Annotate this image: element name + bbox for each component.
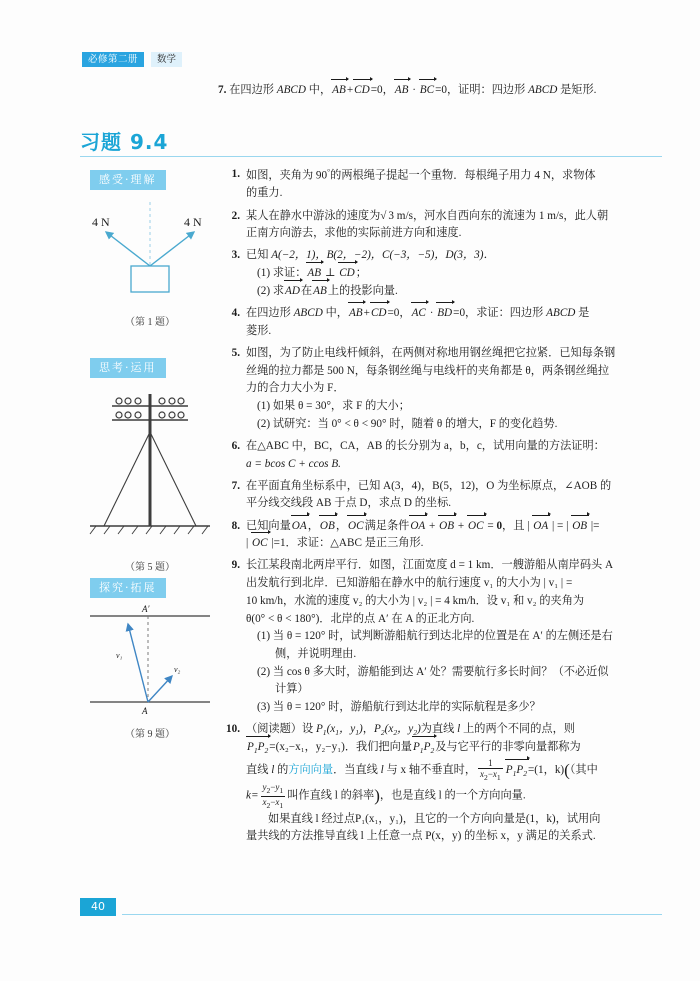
problem-5-text-l2: 丝绳的拉力都是 500 N，每条钢丝绳与电线杆的夹角都是 θ，两条钢丝绳拉 <box>246 364 610 377</box>
vector-bc-1: BC <box>419 82 435 99</box>
problem-10-text-n: ，也是直线 l 的一个方向向量. <box>379 790 526 803</box>
gutter-label-perceive-understand: 感受·理解 <box>90 170 166 190</box>
problem-10-text-b: 为直线 <box>420 723 458 736</box>
problem-9-sub-2 <box>246 664 662 699</box>
problem-3-sub-2-pre: (2) 求 <box>257 284 285 297</box>
figure-1-label-left: 4 N <box>92 215 110 229</box>
problem-9-sub-1 <box>246 628 662 663</box>
problem-3-body <box>246 247 662 300</box>
problem-10-text-k: （其中 <box>569 763 598 776</box>
problem-7-text-l1: 在平面直角坐标系中，已知 A(3，4)，B(5，12)，O 为坐标原点，∠AOB 的 <box>246 479 612 492</box>
header-subject-label: 数学 <box>151 52 182 67</box>
problem-10-line-l-2: l <box>271 763 275 776</box>
open-paren-big: ( <box>564 760 570 780</box>
footer-divider <box>122 914 662 915</box>
figure-5-drawing <box>86 386 214 551</box>
vector-ab-3: AB <box>306 265 322 283</box>
vector-ab-4: AB <box>312 283 328 301</box>
problem-3-text-a: 已知 <box>246 249 272 262</box>
problem-8 <box>218 518 662 553</box>
problem-8-text-a: 已知向量 <box>246 519 291 532</box>
problem-4-text-b: 中， <box>322 307 348 320</box>
figure-9-label-a: A <box>142 706 148 716</box>
vector-ab-2: AB <box>394 82 410 99</box>
gutter-label-inquire-extend: 探究·拓展 <box>90 578 166 598</box>
problem-9-sub-2-line1: (2) 当 cos θ 多大时，游船能到达 A′ 处？需要航行多长时间？（不必近似 <box>257 665 609 678</box>
figure-9-label-a-prime: A′ <box>142 604 150 614</box>
problem-10 <box>218 721 662 846</box>
problem-1-text-a: 如图，夹角为 90 <box>246 169 328 182</box>
problem-4-text-c: =0， <box>387 307 411 320</box>
vector-ad-1: AD <box>284 283 301 301</box>
degree-sign-1: ° <box>327 167 331 176</box>
carryover-dot: · <box>409 84 419 96</box>
problem-3-sub-2 <box>246 283 662 301</box>
vector-cd-1: CD <box>353 82 371 99</box>
problem-4-text-f: 菱形. <box>246 324 272 337</box>
problem-9-sub-3: (3) 当 θ = 120° 时，游船航行到达北岸的实际航程是多少？ <box>257 700 541 713</box>
vector-ob-2: OB <box>438 518 455 536</box>
problem-10-text-d: =(x₂−x₁，y₂−y₁)．我们把向量 <box>269 741 412 754</box>
problem-9 <box>218 557 662 716</box>
problem-4-quad-1: ABCD <box>293 307 323 320</box>
problem-10-text-e: 及与它平行的非零向量都称为 <box>435 741 581 754</box>
problem-8-number: 8. <box>231 519 240 532</box>
fraction-slope-k: $\frac{y_2-y_1}{x_2-x_1}$ <box>262 782 284 810</box>
problem-2-number: 2. <box>231 209 240 222</box>
problem-10-term-direction-vector: 方向向量 <box>288 763 334 776</box>
problem-10-line-l-3: l <box>380 763 384 776</box>
problem-10-text-a: （阅读题）设 <box>246 723 316 736</box>
figure-1-label-right: 4 N <box>184 215 202 229</box>
problem-10-line-l-1: l <box>457 723 461 736</box>
problem-3-coordinates: A(−2，1)，B(2，−2)，C(−3，−5)，D(3，3)． <box>271 249 495 262</box>
vector-cd-3: CD <box>370 305 388 323</box>
problem-7-body <box>246 478 662 513</box>
problem-3-sub-1: (1) 求证：AB ⊥ CD； <box>246 265 662 283</box>
figure-9-caption: （第 9 题） <box>125 729 175 740</box>
vector-ab-5: AB <box>348 305 364 323</box>
problem-3-sub-1-post: ； <box>355 267 367 280</box>
problem-6-text-l1: 在△ABC 中，BC，CA，AB 的长分别为 a，b，c，试用向量的方法证明： <box>246 439 605 452</box>
problem-1-body <box>246 166 662 203</box>
sqrt-symbol: √ <box>380 209 387 222</box>
problem-10-text-i: 与 x 轴不垂直时， <box>383 763 477 776</box>
problem-3-sub-2-mid: 在 <box>300 284 313 297</box>
vector-bd-1: BD <box>436 305 453 323</box>
problem-9-text-l1: 长江某段南北两岸平行．如图，江面宽度 d = 1 km．一艘游船从南岸码头 A <box>246 559 614 572</box>
problem-7-text-l2: 平分线交线段 AB 于点 D，求点 D 的坐标. <box>246 497 452 510</box>
problem-9-body <box>246 557 662 716</box>
vector-p1p2-1: $P_1P_2$ <box>247 741 269 756</box>
vector-oa-2: OA <box>409 518 426 536</box>
problem-4-text-d: =0，求证：四边形 <box>453 307 547 320</box>
problem-10-point-p1: $P_1(x_1$，$y_1$) <box>315 723 363 738</box>
problem-5 <box>218 345 662 433</box>
section-heading-block <box>80 126 662 155</box>
problem-9-text-l4: θ(0° < θ < 180°)．北岸的点 A′ 在 A 的正北方向. <box>246 612 475 625</box>
figure-1-caption: （第 1 题） <box>125 317 175 328</box>
problem-10-final-para-line2: 量共线的方法推导直线 l 上任意一点 P(x，y) 的坐标 x，y 满足的关系式. <box>246 830 596 843</box>
problem-2-text-a: 某人在静水中游泳的速度为 <box>246 209 381 222</box>
figure-9-label-v1: v₁ <box>116 651 123 660</box>
vector-cd-2: CD <box>338 265 356 283</box>
figure-problem-5 <box>86 386 214 573</box>
problem-4 <box>218 305 662 340</box>
carryover-text-c: 中， <box>305 84 332 96</box>
problem-list <box>218 166 662 850</box>
problem-10-text-g: 的 <box>274 763 289 776</box>
problem-10-text-c: 上的两个不同的点，则 <box>460 723 575 736</box>
problem-2-text-c: 正南方向游去，求他的实际前进方向和速度. <box>246 227 462 240</box>
problem-10-text-h: ．当直线 <box>333 763 381 776</box>
figure-9-drawing <box>86 598 214 718</box>
problem-8-text-d: 求证：△ABC 是正三角形. <box>296 537 424 550</box>
problem-6-body <box>246 438 662 473</box>
problem-9-text-l3: 10 km/h，水流的速度 v₂ 的大小为 | v₂ | = 4 km/h．设 v₁ 和 v₂ 的夹角为 <box>246 594 585 607</box>
problem-5-text-l1: 如图，为了防止电线杆倾斜，在两侧对称地用钢丝绳把它拉紧．已知每条钢 <box>246 346 616 359</box>
problem-10-number: 10. <box>226 723 240 736</box>
problem-10-point-p2: $P_2(x_2$，$y_2$) <box>373 723 421 738</box>
problem-5-sub-2: (2) 试研究：当 0° < θ < 90° 时，随着 θ 的增大，F 的变化趋势. <box>257 417 558 430</box>
problem-10-body: （阅读题）设 $P_1(x_1$，$y_1$)，$P_2(x_2$，$y_2$)为直线 l 上的两个不同的点，则 $P_1P_2=(x_2-x_1$，y₂−y₁)．我们把向量$P_1P_2$及与它平行的非零向量都称为 直线 l 的方向向量．当直线 l 与 x 轴不垂直时， $\frac{1}{x_2-x_1}$ $P_1P_2=(1$，k)(（其中 k= $\frac{y_2-y_1}{x_2-x_1}$ 叫作直线 l 的斜率)，也是直线 l 的一个方向向量. 如果直线 l 经过点P₁(x₁，y₁)，且它的一个方向向量是(1，k)，试用向 量共线的方法推导直线 l 上任意一点 P(x，y) 的坐标 x，y 满足的关系式. <box>246 721 662 846</box>
vector-oc-3: OC <box>251 535 269 553</box>
problem-10-final-para-line1: 如果直线 l 经过点P₁(x₁，y₁)，且它的一个方向向量是(1，k)，试用向 <box>268 812 601 825</box>
problem-10-text-l: k= <box>246 790 259 803</box>
problem-9-text-l2: 出发航行到北岸．已知游船在静水中的航行速度 v₁ 的大小为 | v₁ | = <box>246 577 573 590</box>
carryover-problem-number: 7. <box>218 84 227 96</box>
vector-ob-1: OB <box>319 518 336 536</box>
carryover-quad-abcd-1: ABCD <box>276 84 306 96</box>
vector-ac-1: AC <box>411 305 427 323</box>
close-paren-big: ) <box>374 786 380 806</box>
figure-5-caption: （第 5 题） <box>125 562 175 573</box>
carryover-plus: + <box>346 84 354 96</box>
problem-3-sub-2-post: 上的投影向量. <box>327 284 398 297</box>
vector-ab-1: AB <box>331 82 347 99</box>
fraction-one-over-dx: $\frac{1}{x_2-x_1}$ <box>480 757 501 782</box>
section-divider <box>80 156 662 157</box>
page-header <box>82 52 182 67</box>
problem-10-text-f: 直线 <box>246 763 272 776</box>
problem-5-body <box>246 345 662 433</box>
vector-oc-2: OC <box>467 518 485 536</box>
vector-p1p2-2: $P_1P_2$ <box>412 741 435 756</box>
gutter-label-think-apply: 思考·运用 <box>90 358 166 378</box>
problem-6-text-l2: a = bcos C + ccos B. <box>246 457 341 470</box>
vector-oc-1: OC <box>347 518 365 536</box>
problem-10-text-j: =(1，k) <box>528 763 565 776</box>
problem-5-number: 5. <box>231 346 240 359</box>
problem-4-number: 4. <box>231 307 240 320</box>
problem-1 <box>218 166 662 203</box>
carryover-text-a: 在四边形 <box>229 84 277 96</box>
page-number: 40 <box>80 898 116 916</box>
problem-9-sub-1-line2: 侧，并说明理由. <box>275 647 357 660</box>
problem-3 <box>218 247 662 300</box>
problem-5-sub-1: (1) 如果 θ = 30°，求 F 的大小； <box>257 399 410 412</box>
problem-8-text-c: 且 <box>513 519 525 532</box>
figure-problem-9 <box>86 598 214 740</box>
header-book-badge: 必修第二册 <box>82 52 144 67</box>
problem-10-text-m: 叫作直线 l 的斜率 <box>287 790 375 803</box>
carryover-text-g: =0，证明：四边形 <box>435 84 529 96</box>
problem-4-text-e: 是 <box>575 307 590 320</box>
problem-1-text-c: 的重力. <box>246 187 283 200</box>
figure-problem-1 <box>86 196 214 328</box>
problem-6 <box>218 438 662 473</box>
problem-8-body: 已知向量OA，OB，OC满足条件OA + OB + OC = 0，且 | OA | = | OB |= | OC |=1．求证：△ABC 是正三角形. <box>246 518 662 553</box>
section-title: 习题 9.4 <box>80 130 169 154</box>
problem-9-number: 9. <box>231 559 240 572</box>
problem-8-text-b: 满足条件 <box>364 519 410 532</box>
vector-oa-1: OA <box>291 518 308 536</box>
problem-2 <box>218 208 662 243</box>
problem-1-number: 1. <box>231 168 240 180</box>
carryover-quad-abcd-2: ABCD <box>528 84 558 96</box>
carryover-text-e: =0， <box>370 84 394 96</box>
problem-7-number: 7. <box>231 479 240 492</box>
problem-6-number: 6. <box>231 439 240 452</box>
problem-5-text-l3: 力的合力大小为 F． <box>246 382 345 395</box>
problem-1-text-b: 的两根绳子提起一个重物．每根绳子用力 4 N，求物体 <box>330 169 596 182</box>
vector-oa-3: OA <box>532 518 549 536</box>
vector-ob-3: OB <box>571 518 588 536</box>
problem-4-text-a: 在四边形 <box>246 307 294 320</box>
problem-3-number: 3. <box>231 249 240 262</box>
problem-2-body <box>246 208 662 243</box>
problem-7 <box>218 478 662 513</box>
problem-9-sub-2-line2: 计算） <box>275 683 309 696</box>
carryover-text-i: 是矩形. <box>557 84 597 96</box>
problem-4-quad-2: ABCD <box>546 307 576 320</box>
page-footer <box>80 898 662 916</box>
problem-2-text-b: 3 m/s，河水自西向东的流速为 1 m/s，此人朝 <box>388 209 609 222</box>
problem-4-body: 在四边形 ABCD 中，AB+CD=0，AC · BD=0，求证：四边形 ABCD 是 菱形. <box>246 307 590 337</box>
vector-p1p2-3: $P_1P_2$ <box>505 763 527 778</box>
figure-9-label-v2: v₂ <box>174 665 181 674</box>
figure-1-drawing <box>86 196 214 306</box>
carryover-problem-7 <box>218 82 662 99</box>
problem-3-sub-1-pre: (1) 求证： <box>257 267 307 280</box>
problem-9-sub-1-line1: (1) 当 θ = 120° 时，试判断游船航行到达北岸的位置是在 A′ 的左侧还是右 <box>257 630 613 643</box>
